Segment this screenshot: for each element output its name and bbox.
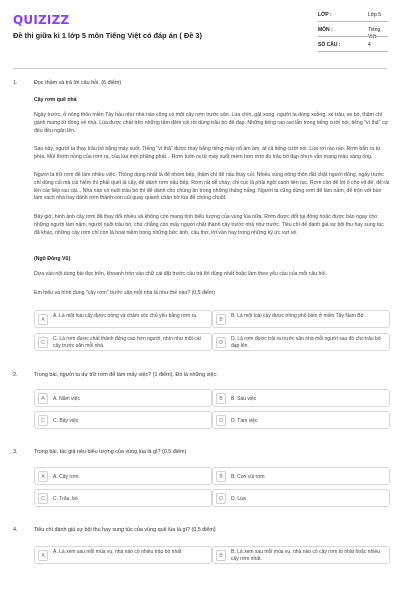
answer-option-d[interactable] <box>212 333 390 351</box>
option-letter: B <box>216 314 226 325</box>
option-text: C. Là rơm được chất thành đống cao hơn người, nhìn như một cái cây trước sân mỗi nhà. <box>53 336 201 349</box>
option-text: D. Lúa <box>231 495 246 502</box>
answer-option-c[interactable] <box>34 489 212 507</box>
sub-question-text: Em hiểu và hình dung "cây rơm" trước sân mỗi nhà là như thế nào? (0,5 điểm) <box>34 290 215 296</box>
passage-paragraph: Ngày trước, ở nông thôn miền Tây hầu như nhà nào cũng có một cây rơm trước sân. Lúa chín, gặt xong, người ta dùng xuồng, xe trâu, xe bò, thậm chí gánh mang từ đồng về nhà. Lúa được chất trên những tấm đệm cói rồi dùng trâu bò để đạp. Những tiếng rao rao lẫn trong tiếng cười nói, tiếng "vì thả" cự đêu đều ngân lên. <box>34 112 389 134</box>
option-letter: A <box>38 550 48 561</box>
option-text: B. Là một loài cây được trồng phổ biến ở miền Tây Nam Bộ. <box>231 313 365 319</box>
question-number: 3. <box>13 449 18 455</box>
answer-option-a[interactable] <box>34 310 212 328</box>
meta-subject-value: Tiếng Việt <box>368 27 381 41</box>
option-text: A. Cây rơm <box>53 473 79 480</box>
meta-divider <box>318 36 388 37</box>
question-number: 4. <box>13 527 18 533</box>
option-letter: A <box>38 393 48 404</box>
header-separator <box>13 68 387 69</box>
option-text: C. Bảy việc <box>53 417 79 424</box>
question-prompt: Trong bài, tác giả nêu biểu tượng của vùng lúa là gì? (0,5 điểm) <box>34 449 187 455</box>
answer-option-c[interactable] <box>34 411 212 429</box>
meta-class-value: Lớp 5 <box>368 12 382 18</box>
answer-option-a[interactable] <box>34 389 212 407</box>
option-text: C. Trâu, bò <box>53 495 78 502</box>
worksheet-header <box>0 0 400 66</box>
option-text: A. Năm việc <box>53 395 80 402</box>
option-text: A. Là xem sau mỗi mùa vụ, nhà nào có nhiều trâu bò nhất <box>53 549 182 555</box>
option-text: A. Là một loài cây được trồng và chăm sóc chủ yếu bằng rơm rạ. <box>53 313 198 319</box>
instruction-text: Dựa vào nội dung bài đọc trên, khoanh tròn vào chữ cái đặt trước câu trả lời đúng nhất hoặc làm theo yêu cầu của mỗi câu hỏi. <box>34 271 327 277</box>
question-prompt: Đọc thầm và trả lời câu hỏi. (6 điểm) <box>34 80 122 86</box>
option-letter: B <box>216 471 226 482</box>
question-number: 1. <box>13 80 18 86</box>
option-text: B. Sáu việc <box>231 395 257 402</box>
option-letter: D <box>216 493 226 504</box>
worksheet-title: Đề thi giữa kì 1 lớp 5 môn Tiếng Việt có đáp án ( Đề 3) <box>13 31 202 40</box>
option-letter: A <box>38 471 48 482</box>
passage-paragraph: Người ta trữ rơm để làm nhiều việc. Thông dụng nhất là để nhóm bếp, thậm chí để nấu thay củi. Nhiều vùng nông thôn đất chật người đông, ngày trước chỉ dùng củi mà củi hiếm thì phải quét lá cây, để dành rơm nấu bếp. Rơm rất dễ cháy, chỉ cục lả phải ngồi canh liên tục. Rơm còn để lót ổ cho vịt đẻ, để rải lên các liếp rau cải... Nhà nào có nuôi trâu bò thì để dành cho chúng ăn trong những tháng nắng. Người ta cũng dùng rơm để làm nấm, để trộn với bùn làm vách nhà hay đánh rơm thành con cúi quay quanh chân bờ lúa để chống chuột. <box>34 172 390 202</box>
option-letter: B <box>216 550 226 561</box>
option-letter: D <box>216 415 226 426</box>
meta-subject-label: MÔN : <box>318 27 333 33</box>
question-number: 2. <box>13 372 18 378</box>
passage-paragraph: Sau nấy, người ta thay trâu bò bằng máy suốt. Tiếng "vì thả" được thay bằng tiếng máy nổ ầm ầm, át cả tiếng cười nói. Lúa rơi rào rào. Rơm bắn ra tứ phía. Mùi thơm nồng của rơm rạ, của lúa mới phảng phất... Rơm tuôn ra từ máy suốt mềm hơn rơm do trâu bò đạp nhưn vẫn mang màu vàng óng. <box>34 146 381 160</box>
answer-option-d[interactable] <box>212 489 390 507</box>
answer-option-d[interactable] <box>212 411 390 429</box>
passage-author: (Ngô Đông Vũ) <box>34 256 71 262</box>
option-letter: C <box>38 415 48 426</box>
answer-option-b[interactable] <box>212 389 390 407</box>
option-letter: C <box>38 493 48 504</box>
answer-option-c[interactable] <box>34 333 212 351</box>
answer-option-b[interactable] <box>212 467 390 485</box>
answer-option-a[interactable] <box>34 467 212 485</box>
meta-class-label: LỚP : <box>318 12 332 18</box>
option-letter: C <box>38 337 48 348</box>
meta-divider <box>318 51 388 52</box>
option-letter: B <box>216 393 226 404</box>
option-letter: A <box>38 314 48 325</box>
option-text: D. Là rơm được trải ra trước sân nhà mỗi người sau đó cho trâu bò đạp lên. <box>231 336 381 349</box>
option-text: B. Là xem sau mỗi mùa vụ, nhà nào có cây rơm to nhất hoặc nhiều cây rơm nhất. <box>231 549 380 562</box>
passage-paragraph: Bây giờ, hình ảnh cây rơm đã thay đổi nhiều và không còn mang tính biểu tượng của vùng lúa nữa. Rơm được đốt tại đồng hoặc được bán ngay cho những người làm nấm, người nuôi trâu bò, chứ chẳng còn mấy người chất thành cây trước nhà như trước. Tiêu chí để đánh giá sự bội thu hay sung túc đã khác, những cây rơm chỉ còn là hoài niệm trong những bức ảnh, câu thơ, lời văn hay trong những ký ức vựt về. <box>34 214 384 236</box>
option-letter: D <box>216 337 226 348</box>
option-text: B. Con cúi rơm <box>231 473 265 480</box>
question-prompt: Trong bài, người ta dự trữ rơm để làm mấy việc? (1 điểm). Đó là những việc: <box>34 372 218 378</box>
quizizz-logo: QUIZIZZ <box>13 13 70 27</box>
answer-option-a[interactable] <box>34 546 212 564</box>
question-prompt: Tiêu chí đánh giá sự bội thu hay sung túc của vùng quê lúa là gì? (0,5 điểm) <box>34 527 216 533</box>
answer-option-b[interactable] <box>212 310 390 328</box>
passage-title: Cây rơm quê nhà <box>34 97 77 103</box>
answer-option-b[interactable] <box>212 546 390 564</box>
meta-divider <box>318 21 388 22</box>
option-text: D. Tám việc <box>231 417 258 424</box>
meta-count-label: SỐ CÂU : <box>318 42 341 48</box>
meta-count-value: 4 <box>368 42 371 48</box>
